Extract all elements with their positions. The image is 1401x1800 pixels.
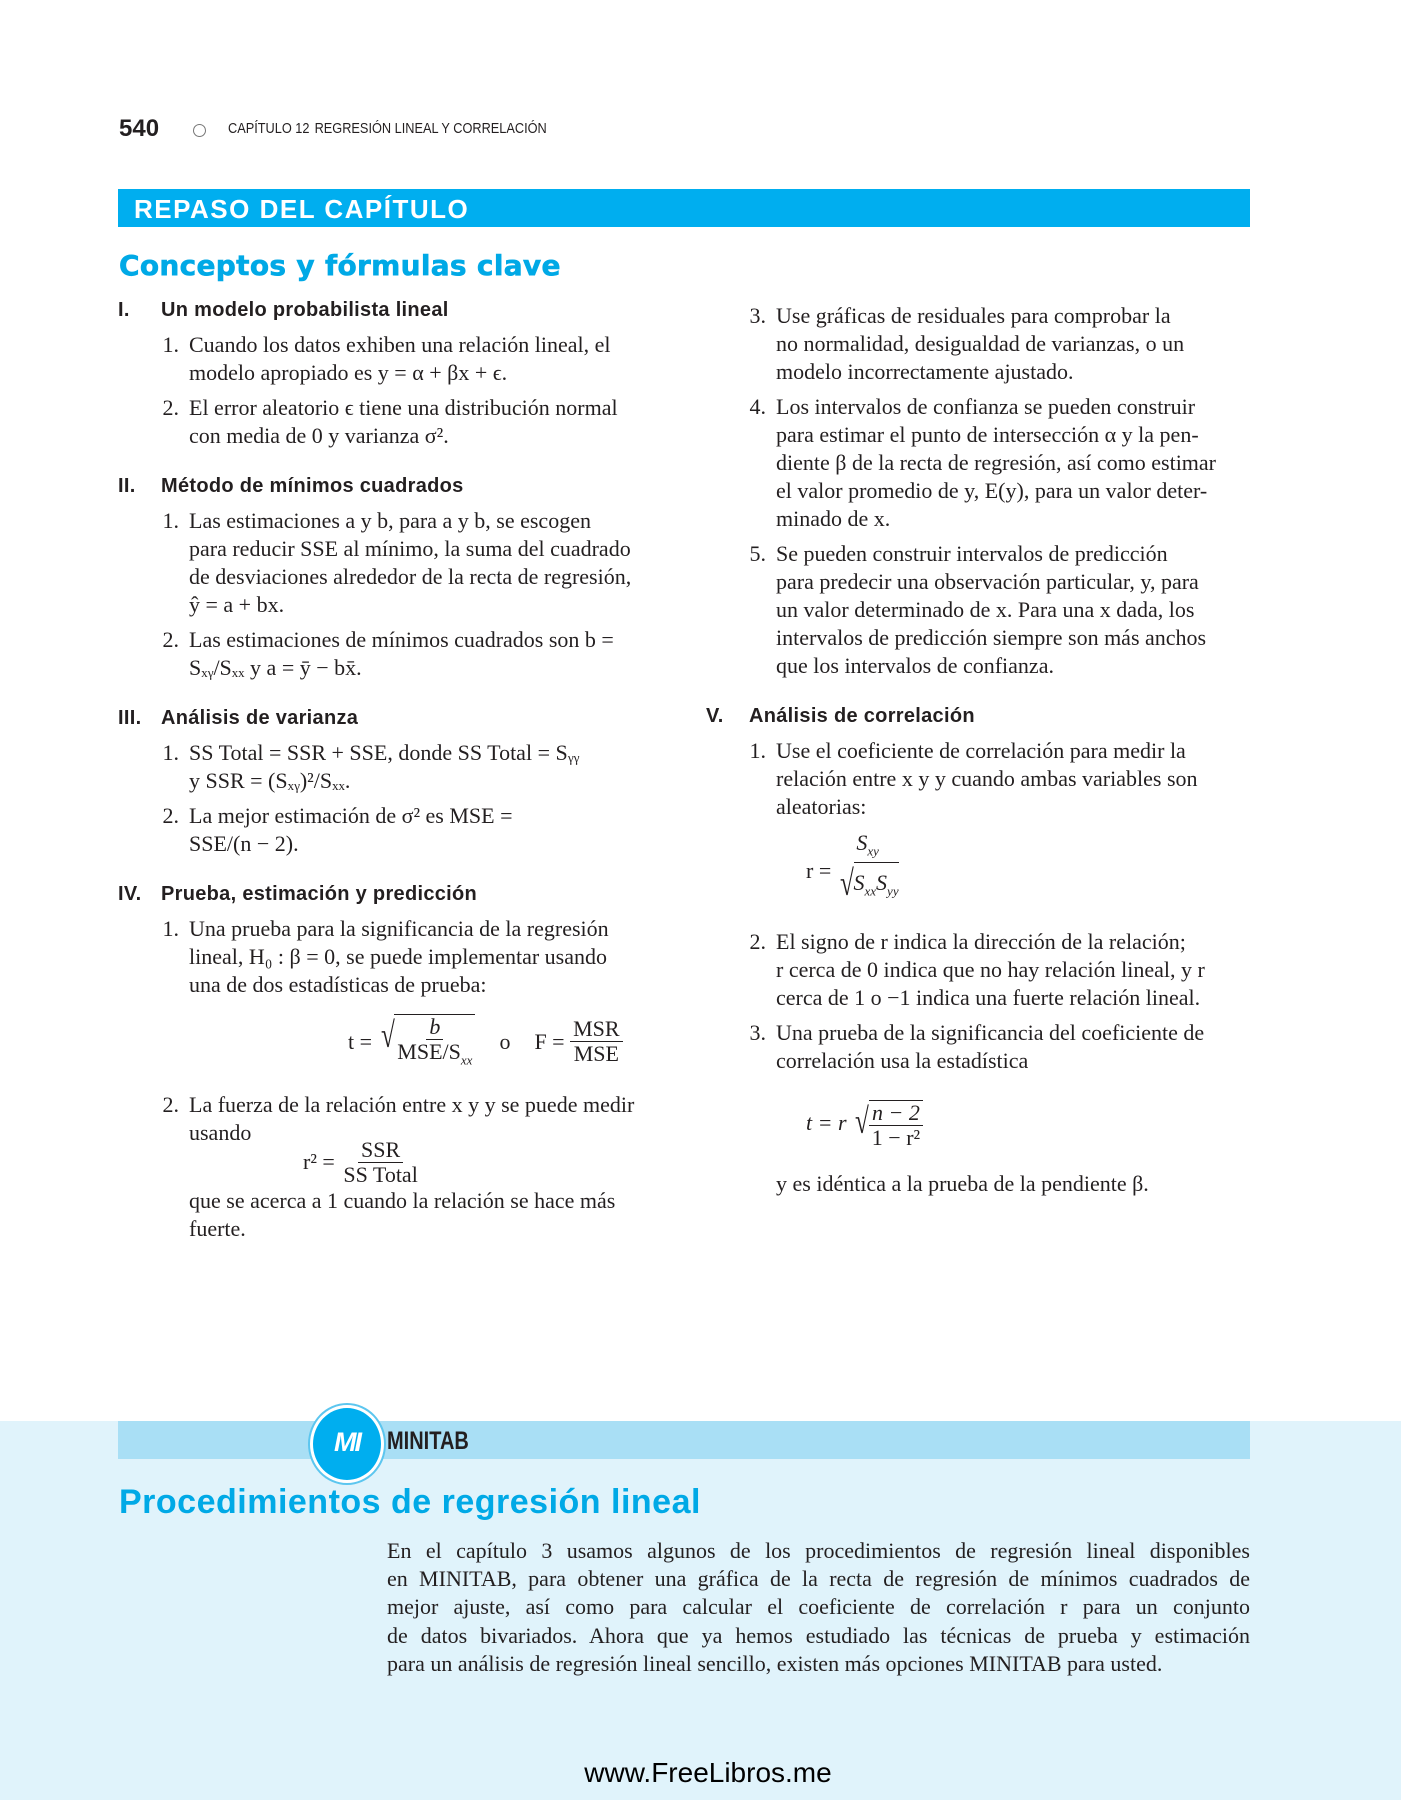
numerator: b (429, 1014, 441, 1040)
item-text (189, 394, 618, 450)
item-line: que se acerca a 1 cuando la relación se hace más (189, 1188, 616, 1213)
item-number: 1. (162, 508, 179, 533)
paragraph-line: mejor ajuste, así como para calcular el coeficiente de correlación r para un conjunto (387, 1594, 1250, 1620)
item-line: El signo de r indica la dirección de la relación; (776, 929, 1186, 954)
item-line: aleatorias: (776, 794, 867, 819)
item-text (776, 540, 1206, 680)
item-line: para reducir SSE al mínimo, la suma del cuadrado (189, 536, 631, 561)
item-line: intervalos de predicción siempre son más anchos (776, 625, 1207, 650)
item-line: un valor determinado de x. Para una x dada, los (776, 597, 1195, 622)
item-number: 3. (749, 303, 766, 328)
item-number: 2. (162, 627, 179, 652)
minitab-section-title: Procedimientos de regresión lineal (119, 1483, 701, 1521)
item-text (776, 393, 1216, 533)
section-heading (118, 880, 678, 908)
paragraph-line: de datos bivariados. Ahora que ya hemos estudiado las técnicas de prueba y estimación (387, 1622, 1250, 1648)
section-heading (118, 472, 678, 500)
fraction (837, 831, 899, 911)
item-line: Use el coeficiente de correlación para medir la (776, 738, 1186, 763)
numerator: S (856, 830, 868, 856)
numerator: n − 2 (872, 1099, 920, 1125)
formula-t-f (118, 999, 678, 1084)
list-item (118, 507, 678, 619)
item-text (776, 1019, 1204, 1075)
item-line: La mejor estimación de σ² es MSE = (189, 803, 513, 828)
minitab-paragraph (387, 1537, 1250, 1678)
fraction (570, 1017, 622, 1066)
banner-title: REPASO DEL CAPÍTULO (134, 194, 470, 224)
minitab-label: MINITAB (387, 1427, 469, 1455)
section-heading (118, 704, 678, 732)
denominator: S (876, 869, 888, 895)
formula-lhs: r = (806, 858, 832, 883)
section-subtitle: Conceptos y fórmulas clave (119, 249, 561, 282)
right-list (706, 302, 1266, 821)
running-header (228, 120, 547, 137)
subscript: xy (867, 843, 879, 859)
item-line: una de dos estadísticas de prueba: (189, 972, 487, 997)
item-line: y es idéntica a la prueba de la pendiente β. (776, 1171, 1149, 1196)
item-line: correlación usa la estadística (776, 1048, 1029, 1073)
item-number: 2. (749, 929, 766, 954)
list-item (706, 1019, 1266, 1075)
item-text (776, 737, 1198, 821)
item-number: 2. (162, 395, 179, 420)
item-line: Cuando los datos exhiben una relación lineal, el (189, 332, 611, 357)
item-text (776, 302, 1184, 386)
right-column (706, 295, 1266, 1198)
item-line: SSE/(n − 2). (189, 831, 299, 856)
chapter-number: CAPÍTULO 12 (228, 120, 310, 137)
section-number: II. (118, 475, 136, 497)
paragraph-line: en MINITAB, para obtener una gráfica de la recta de regresión de mínimos cuadrados de (387, 1566, 1250, 1592)
item-number: 1. (162, 916, 179, 941)
item-line: Una prueba de la significancia del coeficiente de (776, 1020, 1205, 1045)
item-text (776, 928, 1205, 1012)
item-number: 5. (749, 541, 766, 566)
item-line: y SSR = (Sₓᵧ)²/Sₓₓ. (189, 768, 351, 793)
item-number: 2. (162, 803, 179, 828)
sqrt-icon: √ (854, 1100, 869, 1141)
item-line: Use gráficas de residuales para comprobar la (776, 303, 1171, 328)
item-number: 2. (162, 1092, 179, 1117)
minitab-logo-icon (310, 1405, 384, 1483)
list-item (706, 540, 1266, 680)
item-line: Las estimaciones a y b, para a y b, se escogen (189, 508, 591, 533)
subscript: yy (887, 882, 899, 898)
section-title: Análisis de varianza (161, 707, 359, 729)
section-number: III. (118, 707, 142, 729)
denominator: SS Total (343, 1161, 418, 1187)
paragraph-line: para un análisis de regresión lineal sencillo, existen más opciones MINITAB para usted. (387, 1650, 1163, 1676)
item-line: para predecir una observación particular, y, para (776, 569, 1199, 594)
list-item (118, 331, 678, 387)
list-item (118, 739, 678, 795)
chapter-title: REGRESIÓN LINEAL Y CORRELACIÓN (314, 120, 547, 137)
item-line: Las estimaciones de mínimos cuadrados son b = (189, 627, 614, 652)
subscript: xx (460, 1052, 473, 1068)
list-item (118, 915, 678, 999)
sqrt-icon: √ (380, 1015, 395, 1056)
subscript: xx (864, 882, 877, 898)
right-list-b (706, 928, 1266, 1075)
list-item (118, 626, 678, 682)
section-title: Prueba, estimación y predicción (161, 883, 478, 905)
item-text (189, 915, 609, 999)
item-text (189, 507, 631, 619)
item-text (189, 331, 611, 387)
item-line: que los intervalos de confianza. (776, 653, 1054, 678)
item-number: 1. (749, 738, 766, 763)
denominator: MSE (573, 1041, 619, 1066)
numerator: SSR (358, 1138, 403, 1163)
sqrt (837, 858, 899, 911)
item-line: modelo apropiado es y = α + βx + ϵ. (189, 360, 508, 385)
item-line: no normalidad, desigualdad de varianzas, o un (776, 331, 1185, 356)
item-line: fuerte. (189, 1216, 246, 1241)
circle-bullet-icon (193, 124, 206, 137)
minitab-band (118, 1421, 1250, 1459)
fraction (340, 1138, 420, 1187)
section-title: Un modelo probabilista lineal (161, 299, 449, 321)
item-line: Se pueden construir intervalos de predicción (776, 541, 1168, 566)
item-line: Sₓᵧ/Sₓₓ y a = ȳ − bx̄. (189, 655, 362, 680)
sqrt (378, 1010, 476, 1072)
denominator: MSE/S (397, 1039, 461, 1065)
item-text (189, 802, 513, 858)
formula-r (706, 821, 1266, 921)
item-line: minado de x. (776, 506, 891, 531)
formula-t-r (706, 1075, 1266, 1170)
item-text (189, 626, 614, 682)
list-item (706, 302, 1266, 386)
section-number: IV. (118, 883, 142, 905)
item-line: El error aleatorio ϵ tiene una distribución normal (189, 395, 618, 420)
formula-separator: o (499, 1028, 511, 1054)
item-line: de desviaciones alrededor de la recta de regresión, (189, 564, 632, 589)
chapter-review-banner (118, 189, 1250, 227)
sqrt-icon: √ (839, 862, 854, 903)
item-line: modelo incorrectamente ajustado. (776, 359, 1074, 384)
item-line: La fuerza de la relación entre x y y se puede medir (189, 1092, 635, 1117)
list-item (706, 928, 1266, 1012)
left-list (118, 296, 678, 999)
section-heading (118, 296, 678, 324)
item-line: el valor promedio de y, E(y), para un valor deter- (776, 478, 1208, 503)
section-title: Análisis de correlación (749, 705, 975, 727)
formula-lhs: r² = (303, 1149, 335, 1174)
item-line: diente β de la recta de regresión, así como estimar (776, 450, 1217, 475)
item-line: ŷ = a + bx. (189, 592, 285, 617)
formula-lhs: F = (534, 1028, 565, 1054)
logo-text: MI (334, 1427, 360, 1457)
item-number: 1. (162, 332, 179, 357)
formula-lhs: t = r (806, 1109, 847, 1135)
list-item (118, 394, 678, 450)
list-item (706, 737, 1266, 821)
item-line: cerca de 1 o −1 indica una fuerte relación lineal. (776, 985, 1201, 1010)
footer-url: www.FreeLibros.me (584, 1757, 832, 1788)
left-column (118, 296, 678, 1243)
item-number: 3. (749, 1020, 766, 1045)
item-number: 1. (162, 740, 179, 765)
sqrt (852, 1096, 923, 1150)
section-number: I. (118, 299, 130, 321)
section-heading (706, 702, 1266, 730)
denominator: S (853, 869, 865, 895)
fraction (394, 1014, 475, 1072)
list-item (118, 802, 678, 858)
list-item (706, 393, 1266, 533)
page-number: 540 (119, 115, 160, 142)
item-line: relación entre x y y cuando ambas variables son (776, 766, 1198, 791)
denominator: 1 − r² (871, 1124, 921, 1150)
item-number: 4. (749, 394, 766, 419)
item-line: lineal, H₀ : β = 0, se puede implementar usando (189, 944, 607, 969)
item-text (189, 739, 579, 795)
item-line: usando (189, 1120, 252, 1145)
item-line: para estimar el punto de intersección α y la pen- (776, 422, 1199, 447)
section-number: V. (706, 705, 724, 727)
numerator: MSR (570, 1017, 622, 1042)
item-line: Una prueba para la significancia de la regresión (189, 916, 609, 941)
item-line: con media de 0 y varianza σ². (189, 423, 449, 448)
formula-lhs: t = (348, 1028, 373, 1054)
section-title: Método de mínimos cuadrados (161, 475, 464, 497)
item-line: SS Total = SSR + SSE, donde SS Total = Sᵧᵧ (189, 740, 580, 765)
item-line: r cerca de 0 indica que no hay relación lineal, y r (776, 957, 1205, 982)
item-line: Los intervalos de confianza se pueden construir (776, 394, 1196, 419)
paragraph-line: En el capítulo 3 usamos algunos de los procedimientos de regresión lineal disponibles (387, 1538, 1250, 1563)
